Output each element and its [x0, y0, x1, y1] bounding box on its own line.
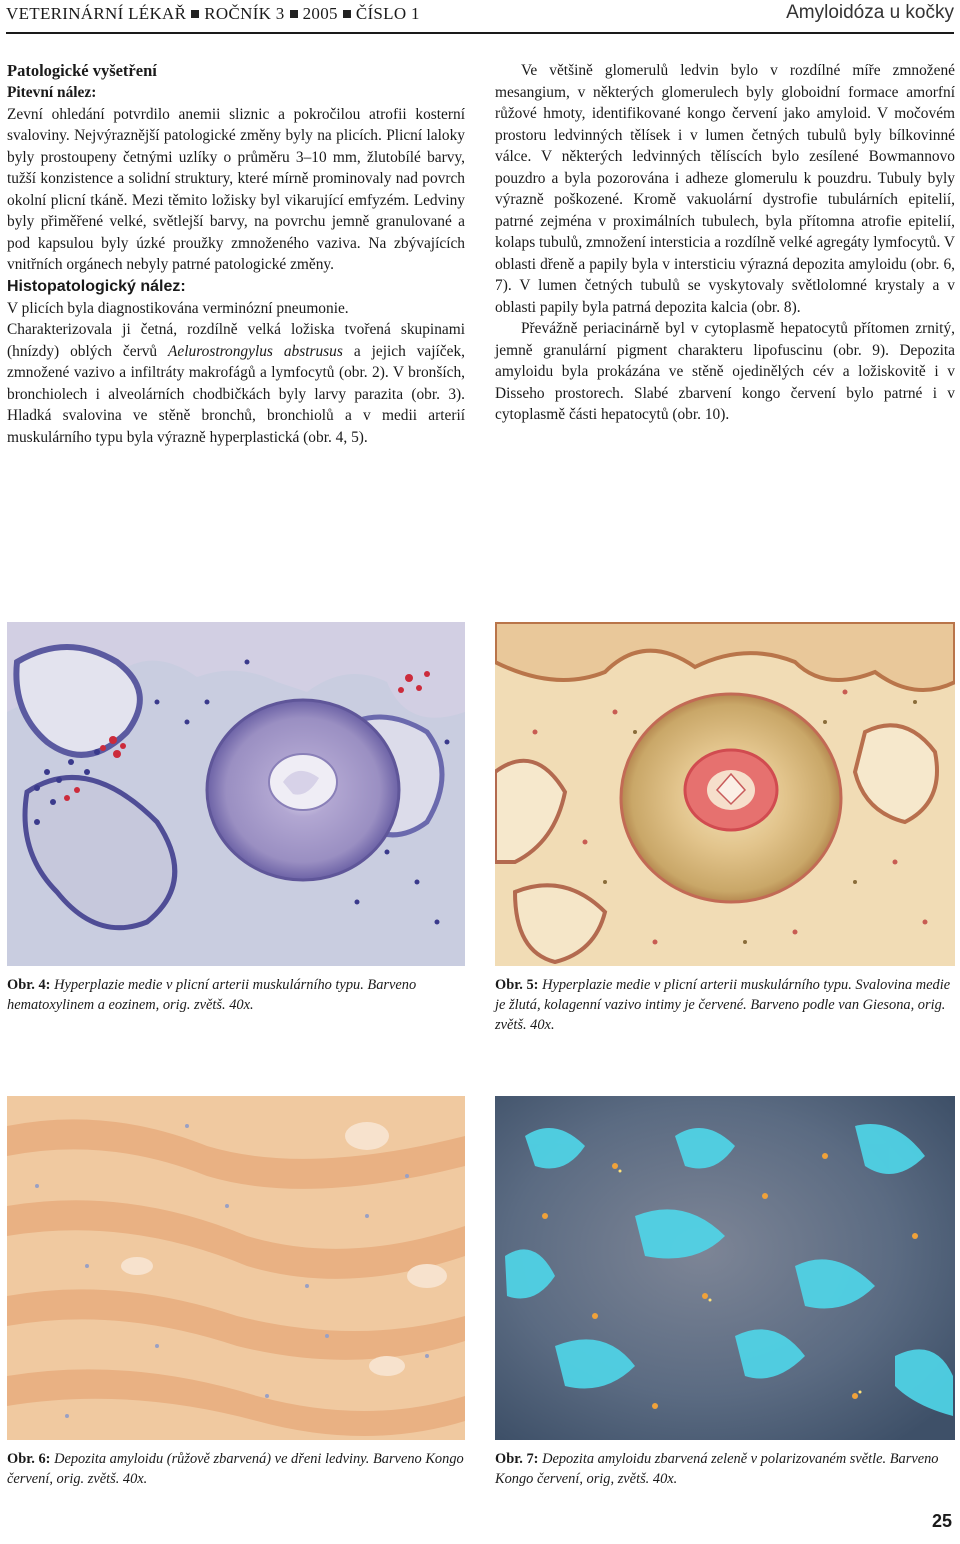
section-title: Patologické vyšetření: [7, 61, 157, 80]
journal-issue: ČÍSLO 1: [355, 4, 420, 23]
figure-4-caption-text: Hyperplazie medie v plicní arterii muskulárního typu. Barveno hematoxylinem a eozinem, orig. zvětš. 40x.: [7, 977, 417, 1013]
kidney-paragraph: Ve většině glomerulů ledvin bylo v rozdílné míře zmnožené mesangium, v některých glomerulech byly globoidní formace amorfní růžové hmoty, identifikované kongo červení jako amyloid. V močovém prostoru ledvinných tělísek i v lumen četných tubulů byly bílkovinné válce. V některých ledvinných tělíscích bylo zesílené Bowmannovo pouzdro a byla pozorována i adheze glomerulu k pouzdru. Tubuly byly výrazně poškozené. Kromě vakuolární dystrofie tubulárních epitelií, patrné zejména v proximálních tubulech, byla přítomna atrofie epitelií, kolaps tubulů, zmnožení intersticia a rozdílně velké agregáty lymfocytů. V oblasti dřeně a papily byla v intersticiu výrazná depozita amyloidu (obr. 6, 7). V lumen četných tubulů se vyskytovaly světlolomné krystaly a v oblasti papily byla patrná depozita kalcia (obr. 8).: [495, 62, 956, 316]
figure-4-micrograph: [7, 622, 465, 966]
figure-7-label: Obr. 7:: [495, 1451, 539, 1467]
header-rule: [6, 32, 954, 34]
figure-4-image: [7, 622, 465, 966]
histo-text-b: a jejich vajíček, zmnožené vazivo a infiltráty makrofágů a lymfocytů (obr. 2). V bronších, bronchiolech i alveolárních chodbičkách byly larvy parazita (obr. 3). Hladká svalovina ve stěně bronchů, bronchiolů a v medii arterií muskulárního typu byla výrazně hyperplastická (obr. 4, 5).: [7, 342, 465, 446]
figure-7-caption-text: Depozita amyloidu zbarvená zeleně v polarizovaném světle. Barveno Kongo červení, orig, zvětš. 40x.: [495, 1451, 939, 1487]
figure-5-label: Obr. 5:: [495, 977, 539, 993]
autopsy-paragraph: Zevní ohledání potvrdilo anemii sliznic a pokročilou atrofii kosterní svaloviny. Nejvýraznější patologické změny byly na plicích. Plicní laloky byly prostoupeny četnými uzlíky o průměru 3–10 mm, žlutobílé barvy, tužší konzistence a solidní struktury, které mírně prominovaly nad povrch okolní plicní tkáně. Mezi těmito ložisky byl vikarující emfyzém. Ledviny byly přiměřené velké, světlejší barvy, na povrchu jemně granulované a pod kapsulou byly úzké proužky zmnoženého vaziva. Na zbývajících vnitřních orgánech nebyly patrné patologické změny.: [7, 105, 465, 273]
liver-paragraph: Převážně periacinárně byl v cytoplasmě hepatocytů přítomen zrnitý, jemně granulární pigment charakteru lipofuscinu (obr. 9). Depozita amyloidu byla prokázána ve stěně ojedinělých cév a ložiskovitě i v Disseho prostorech. Slabé zbarvení kongo červení bylo patrné i v cytoplasmě části hepatocytů (obr. 10).: [495, 320, 955, 423]
figure-7-micrograph: [495, 1096, 955, 1440]
right-column: [495, 60, 955, 426]
figure-5-micrograph: [495, 622, 955, 966]
separator-square-icon: [290, 10, 298, 18]
left-column: [7, 60, 465, 448]
histo-text-a: Charakterizovala ji četná, rozdílně velká ložiska tvořená skupinami (hnízdy) oblých červů: [7, 321, 465, 360]
figure-7-caption: [495, 1449, 955, 1489]
figure-6-caption: [7, 1449, 465, 1489]
journal-info: [6, 4, 420, 24]
figure-7-image: [495, 1096, 955, 1440]
figure-6-micrograph: [7, 1096, 465, 1440]
figure-6-label: Obr. 6:: [7, 1451, 51, 1467]
histopathology-paragraph-2: [7, 319, 465, 448]
histopathology-heading: Histopatologický nález:: [7, 277, 186, 295]
figure-5-caption: [495, 975, 955, 1035]
journal-year: 2005: [302, 4, 338, 23]
article-title: Amyloidóza u kočky: [786, 2, 954, 23]
autopsy-heading: Pitevní nález:: [7, 84, 97, 101]
journal-name: VETERINÁRNÍ LÉKAŘ: [6, 4, 187, 23]
running-header: [6, 0, 954, 28]
figure-5-image: [495, 622, 955, 966]
figure-6-image: [7, 1096, 465, 1440]
figure-5-caption-text: Hyperplazie medie v plicní arterii muskulárního typu. Svalovina medie je žlutá, kolagenní vazivo intimy je červené. Barveno podle van Giesona, orig. zvětš. 40x.: [495, 977, 951, 1033]
separator-square-icon: [191, 10, 199, 18]
histopathology-paragraph-1: V plicích byla diagnostikována verminózní pneumonie.: [7, 299, 349, 317]
figure-4-label: Obr. 4:: [7, 977, 51, 993]
page-number: 25: [931, 1511, 952, 1531]
separator-square-icon: [343, 10, 351, 18]
figure-4-caption: [7, 975, 465, 1015]
journal-volume: ROČNÍK 3: [204, 4, 285, 23]
species-name: Aelurostrongylus abstrusus: [168, 342, 343, 360]
figure-6-caption-text: Depozita amyloidu (růžově zbarvená) ve dřeni ledviny. Barveno Kongo červení, orig. zvětš. 40x.: [7, 1451, 464, 1487]
